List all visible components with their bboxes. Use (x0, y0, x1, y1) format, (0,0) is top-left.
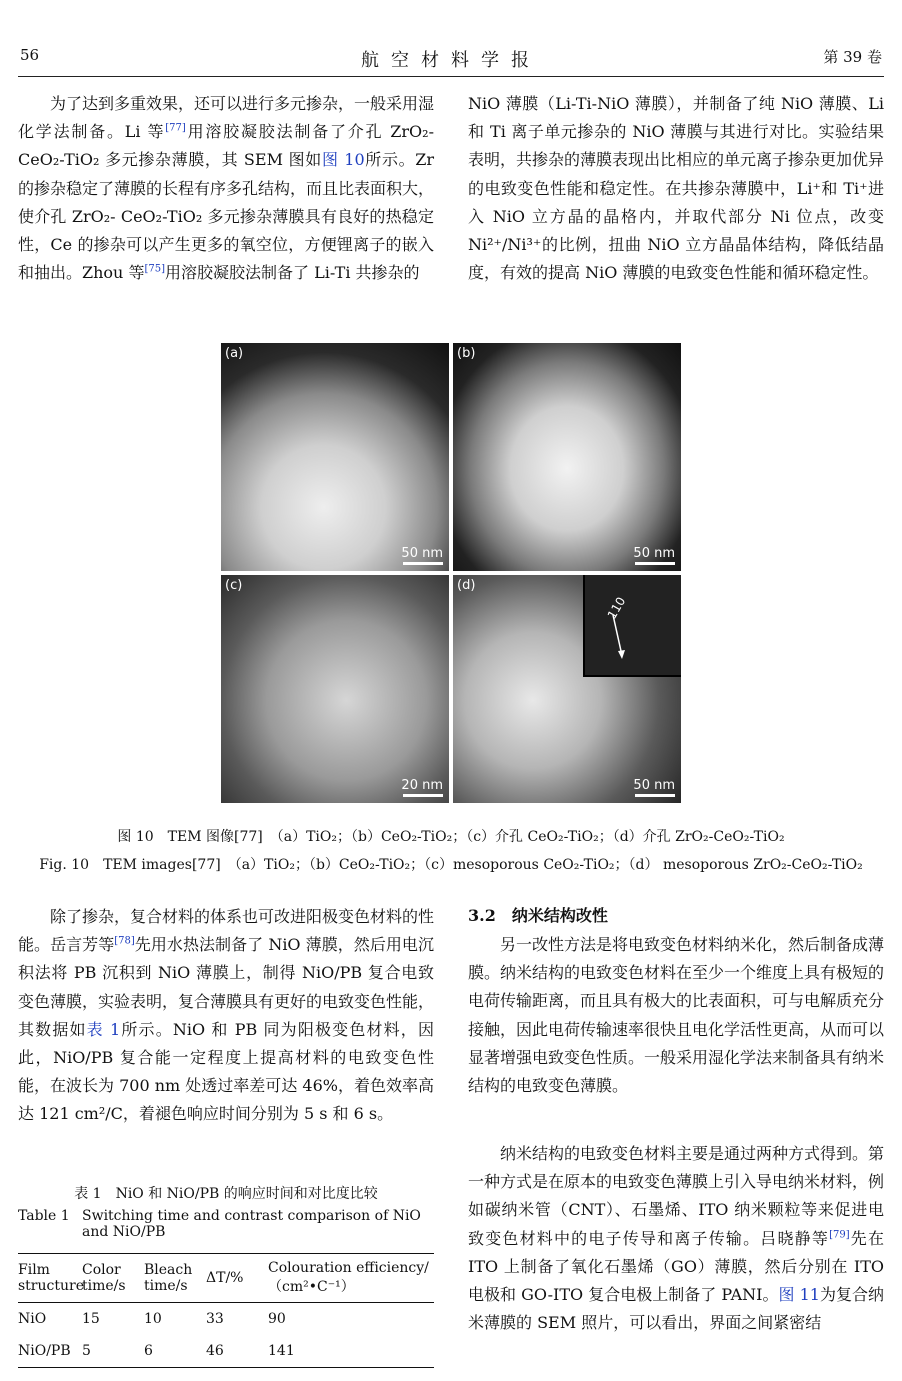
right-paragraph-2: 另一改性方法是将电致变色材料纳米化，然后制备成薄膜。纳米结构的电致变色材料在至少一个维度上具有极短的电荷传输距离，而且具有极大的比表面积，可与电解质充分接触，因此电荷传输速率很快且电化学活性更高，从而可以显著增强电致变色性质。一般采用湿化学法来制备具有纳米结构的电致变色薄膜。 (468, 935, 885, 1096)
scale-bar: 50 nm (401, 546, 443, 565)
page-number: 56 (20, 46, 40, 64)
table-cell: NiO/PB (18, 1343, 71, 1359)
table-cell: 5 (82, 1343, 91, 1359)
section-heading: 3.2 纳米结构改性 (468, 906, 608, 925)
left-paragraph-2: 除了掺杂，复合材料的体系也可改进阳极变色材料的性能。岳言芳等[78]先用水热法制备了 NiO 薄膜，然后用电沉积法将 PB 沉积到 NiO 薄膜上，制得 NiO/PB 复合电致变色薄膜，实验表明，复合薄膜具有更好的电致变色性能，其数据如表 1所示。NiO 和 PB 同为阳极变色材料，因此，NiO/PB 复合能一定程度上提高材料的电致变色性能，在波长为 700 nm 处透过率差可达 46%，着色效率高达 121 cm²/C，着褪色响应时间分别为 5 s 和 6 s。 (18, 907, 435, 1124)
table-cell: 33 (206, 1311, 224, 1327)
right-paragraph-1: NiO 薄膜（Li-Ti-NiO 薄膜），并制备了纯 NiO 薄膜、Li 和 Ti 离子单元掺杂的 NiO 薄膜与其进行对比。实验结果表明，共掺杂的薄膜表现出比相应的单元离子掺杂更加优异的电致变色性能和稳定性。在共掺杂薄膜中，Li⁺和 Ti⁺进入 NiO 立方晶的晶格内，并取代部分 Ni 位点，改变 Ni²⁺/Ni³⁺的比例，扭曲 NiO 立方晶晶体结构，降低结晶度，有效的提高 NiO 薄膜的电致变色性能和循环稳定性。 (468, 94, 885, 283)
scale-bar: 50 nm (633, 546, 675, 565)
tem-panel-b (453, 343, 681, 571)
panel-label: (d) (457, 578, 476, 593)
right-paragraph-3: 纳米结构的电致变色材料主要是通过两种方式得到。第一种方式是在原本的电致变色薄膜上引入导电纳米材料，例如碳纳米管（CNT）、石墨烯、ITO 纳米颗粒等来促进电致变色材料中的电子传导和离子传输。吕晓静等[79]先在 ITO 上制备了氧化石墨烯（GO）薄膜，然后分别在 ITO 电极和 GO-ITO 复合电极上制备了 PANI。图 11为复合纳米薄膜的 SEM 照片，可以看出，界面之间紧密结 (468, 1144, 885, 1333)
table-cell: 90 (268, 1311, 286, 1327)
table-caption-cn: 表 1 NiO 和 NiO/PB 的响应时间和对比度比较 (74, 1186, 378, 1202)
table-cell: 15 (82, 1311, 100, 1327)
tem-panel-a (221, 343, 449, 571)
panel-label: (a) (225, 346, 244, 361)
scale-bar: 20 nm (401, 778, 443, 797)
table-cell: 46 (206, 1343, 224, 1359)
direction-arrow-icon (585, 575, 681, 675)
table-cell: 10 (144, 1311, 162, 1327)
table-row (18, 1303, 434, 1335)
figure-caption-en: Fig. 10 TEM images[77] （a）TiO₂；（b）CeO₂-TiO₂；（c）mesoporous CeO₂-TiO₂；（d） mesoporous ZrO₂-CeO₂-TiO₂ (39, 857, 863, 873)
header-rule (18, 76, 884, 77)
left-paragraph-1: 为了达到多重效果，还可以进行多元掺杂，一般采用湿化学法制备。Li 等[77]用溶胶凝胶法制备了介孔 ZrO₂-CeO₂-TiO₂ 多元掺杂薄膜，其 SEM 图如图 10所示。Zr 的掺杂稳定了薄膜的长程有序多孔结构，而且比表面积大，使介孔 ZrO₂- CeO₂-TiO₂ 多元掺杂薄膜具有良好的热稳定性，Ce 的掺杂可以产生更多的氧空位，方便锂离子的嵌入和抽出。Zhou 等[75]用溶胶凝胶法制备了 Li-Ti 共掺杂的 (18, 94, 435, 283)
tem-panel-d (453, 575, 681, 803)
citation-78[interactable]: [78] (114, 935, 135, 947)
table-cell: 6 (144, 1343, 153, 1359)
figure-caption-cn: 图 10 TEM 图像[77] （a）TiO₂；（b）CeO₂-TiO₂；（c）介孔 CeO₂-TiO₂；（d）介孔 ZrO₂-CeO₂-TiO₂ (117, 829, 785, 845)
table-row (18, 1335, 434, 1367)
volume-label: 第 39 卷 (823, 48, 882, 66)
figure-11-link[interactable]: 图 11 (778, 1285, 820, 1305)
journal-title: 航空材料学报 (361, 50, 541, 71)
panel-label: (b) (457, 346, 476, 361)
table-caption-en: Table 1 Switching time and contrast comparison of NiO and NiO/PB (18, 1208, 421, 1240)
table-header: Film structure (18, 1262, 84, 1294)
comparison-table (18, 1253, 434, 1368)
figure-10-link[interactable]: 图 10 (321, 150, 365, 170)
scale-bar: 50 nm (633, 778, 675, 797)
table-cell: 141 (268, 1343, 295, 1359)
tem-panel-c (221, 575, 449, 803)
hrtem-inset (583, 575, 681, 677)
panel-label: (c) (225, 578, 243, 593)
table-header: ΔT/% (206, 1270, 244, 1286)
citation-77[interactable]: [77] (165, 122, 186, 134)
citation-75[interactable]: [75] (144, 263, 165, 275)
table-header-row (18, 1254, 434, 1303)
citation-79[interactable]: [79] (829, 1229, 850, 1241)
table-cell: NiO (18, 1311, 47, 1327)
table-header: Color time/s (82, 1262, 126, 1294)
table-header: Colouration efficiency/（cm²•C⁻¹） (268, 1260, 429, 1295)
table-header: Bleach time/s (144, 1262, 193, 1294)
lattice-direction-label: 110 (604, 594, 629, 622)
table-1-link[interactable]: 表 1 (86, 1019, 121, 1039)
